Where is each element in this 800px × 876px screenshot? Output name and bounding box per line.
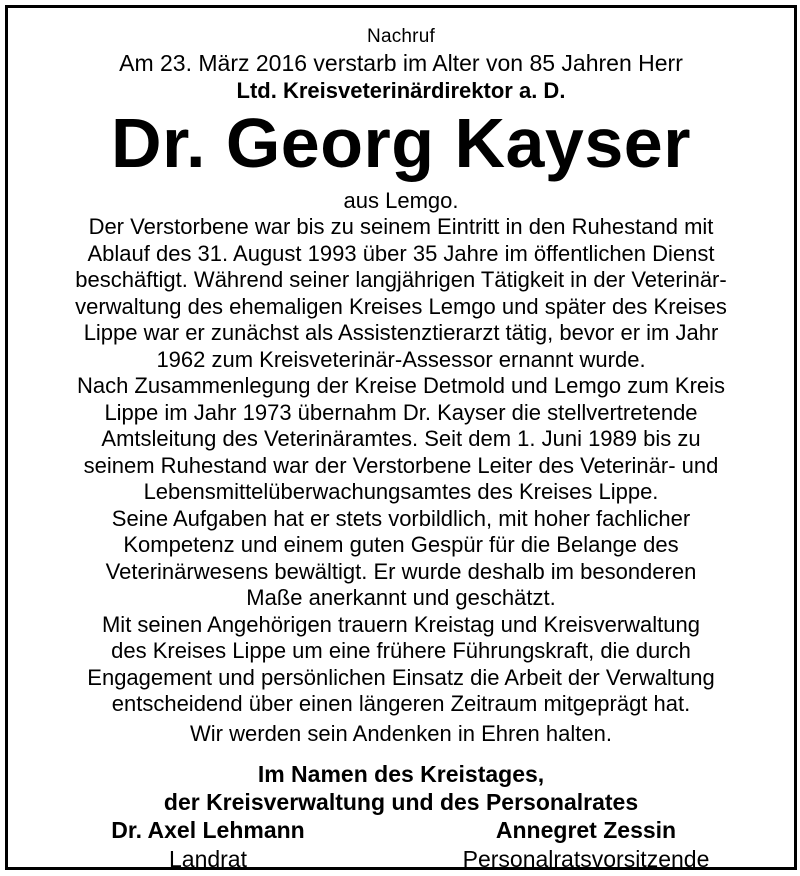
paragraph-line: Ablauf des 31. August 1993 über 35 Jahre im öffentlichen Dienst — [87, 240, 715, 266]
signer-landrat — [68, 816, 348, 874]
paragraph-line: Maße anerkannt und geschätzt. — [246, 585, 556, 610]
paragraph-mourning — [8, 612, 794, 718]
deceased-origin: aus Lemgo. — [343, 188, 459, 213]
paragraph-leadership — [8, 373, 794, 506]
deceased-title: Ltd. Kreisveterinärdirektor a. D. — [236, 78, 566, 103]
paragraph-appreciation — [8, 506, 794, 612]
paragraph-line: 1962 zum Kreisveterinär-Assessor ernannt wurde. — [156, 346, 646, 372]
signer-personalrat — [426, 816, 746, 874]
signer-role: Personalratsvorsitzende — [462, 845, 710, 872]
signoff-line-1: Im Namen des Kreistages, — [257, 760, 545, 787]
signer-role: Landrat — [168, 845, 247, 872]
signer-name: Dr. Axel Lehmann — [111, 816, 305, 843]
paragraph-line: beschäftigt. Während seiner langjährigen Tätigkeit in der Veterinär- — [75, 267, 727, 292]
intro-text: Am 23. März 2016 verstarb im Alter von 85 Jahren Herr — [119, 50, 683, 76]
obituary-frame — [5, 5, 797, 870]
paragraph-line: Kompetenz und einem guten Gespür für die Belange des — [123, 532, 679, 557]
paragraph-line: entscheidend über einen längeren Zeitraum mitgeprägt hat. — [111, 691, 691, 716]
signoff-block — [8, 760, 794, 816]
paragraph-line: seinem Ruhestand war der Verstorbene Leiter des Veterinär- und — [83, 452, 719, 478]
paragraph-line: Lebensmittelüberwachungsamtes des Kreises Lippe. — [143, 479, 659, 504]
paragraph-line: Lippe war er zunächst als Assistenztierarzt tätig, bevor er im Jahr — [83, 320, 719, 345]
paragraph-line: verwaltung des ehemaligen Kreises Lemgo und später des Kreises — [75, 293, 727, 319]
deceased-name: Dr. Georg Kayser — [111, 104, 691, 182]
paragraph-line: Engagement und persönlichen Einsatz die Arbeit der Verwaltung — [87, 664, 715, 690]
paragraph-line: Amtsleitung des Veterinäramtes. Seit dem 1. Juni 1989 bis zu — [101, 426, 701, 451]
signers-row — [8, 816, 794, 876]
paragraph-line: Veterinärwesens bewältigt. Er wurde deshalb im besonderen — [105, 558, 697, 584]
obituary-heading: Nachruf — [367, 26, 435, 47]
obituary-content — [8, 8, 794, 876]
paragraph-career — [8, 214, 794, 373]
paragraph-line: des Kreises Lippe um eine frühere Führungskraft, die durch — [111, 638, 691, 663]
signoff-line-2: der Kreisverwaltung und des Personalrates — [163, 788, 639, 815]
paragraph-line: Nach Zusammenlegung der Kreise Detmold und Lemgo zum Kreis — [76, 373, 726, 398]
paragraph-line: Seine Aufgaben hat er stets vorbildlich, mit hoher fachlicher — [111, 505, 691, 531]
paragraph-line: Lippe im Jahr 1973 übernahm Dr. Kayser die stellvertretende — [104, 399, 698, 425]
closing-line: Wir werden sein Andenken in Ehren halten. — [190, 720, 612, 746]
signer-name: Annegret Zessin — [495, 816, 677, 843]
paragraph-line: Der Verstorbene war bis zu seinem Eintritt in den Ruhestand mit — [88, 214, 714, 239]
paragraph-line: Mit seinen Angehörigen trauern Kreistag und Kreisverwaltung — [101, 611, 701, 637]
